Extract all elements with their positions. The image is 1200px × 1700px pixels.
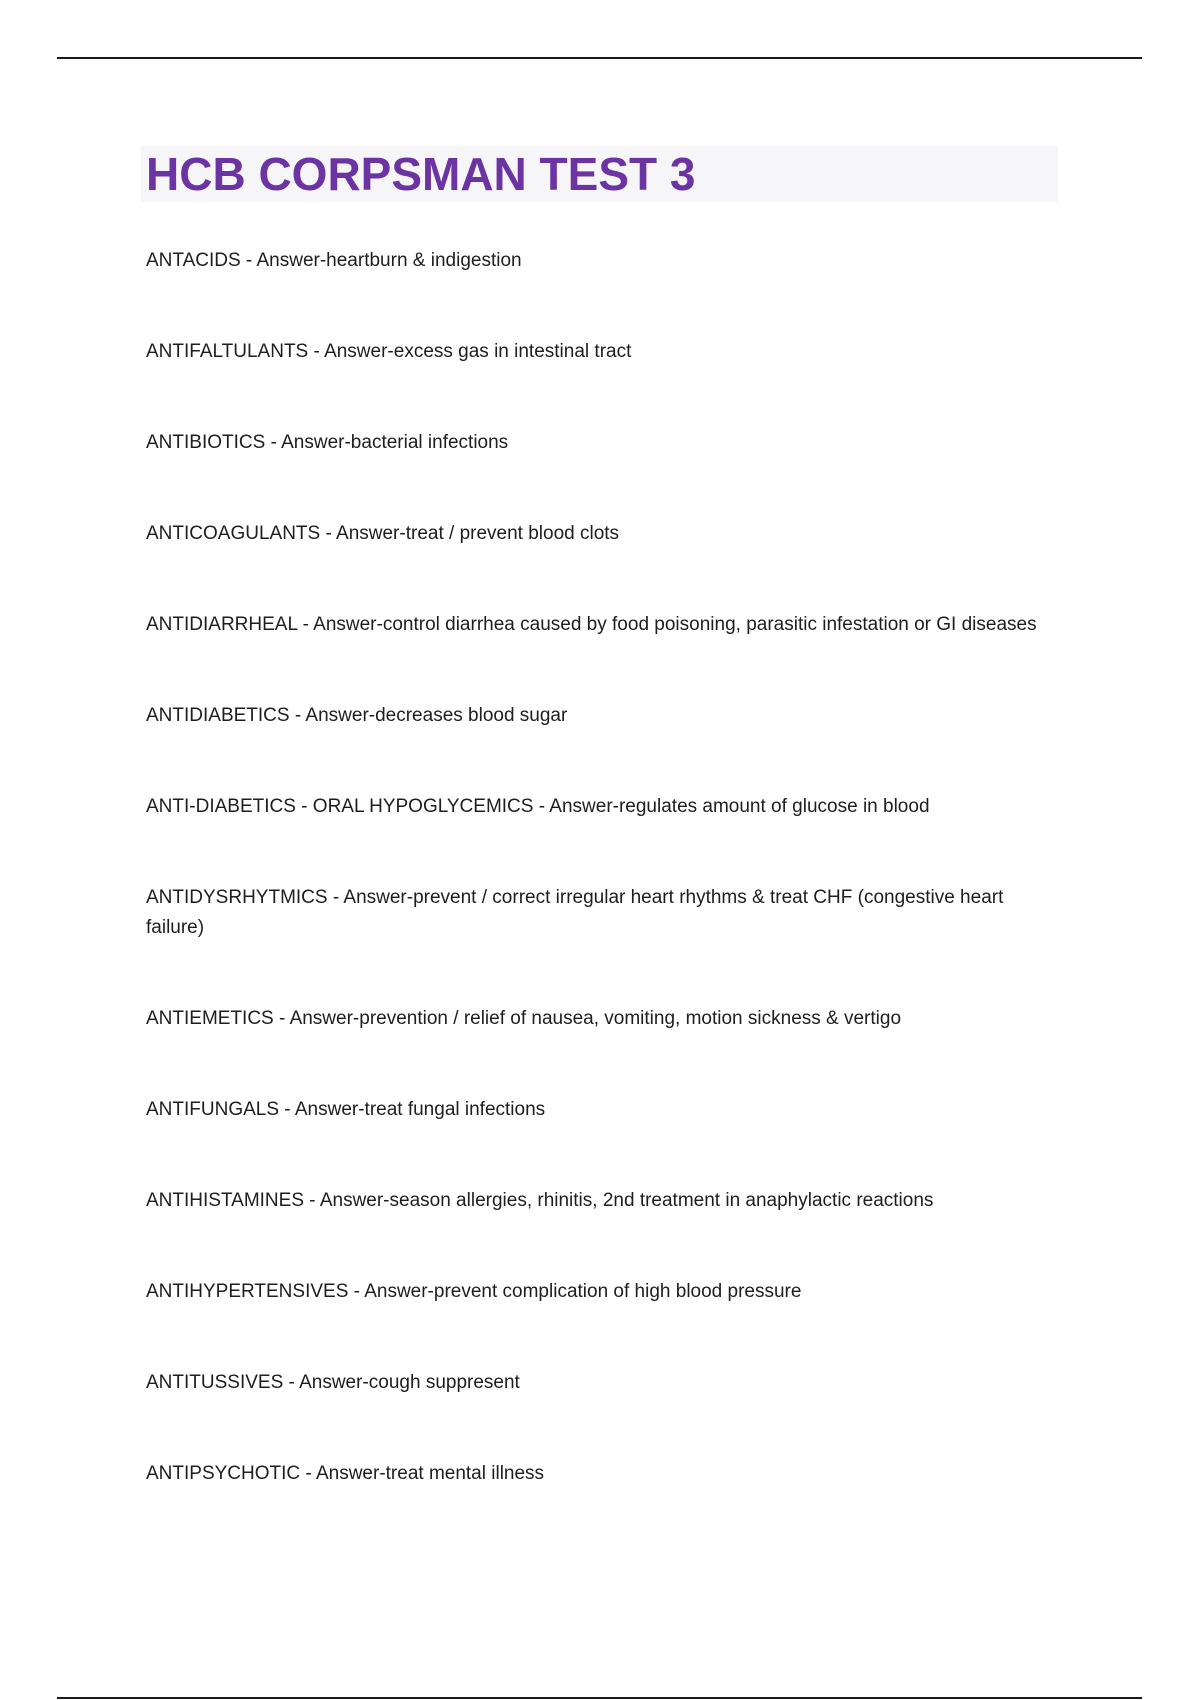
bottom-rule bbox=[57, 1697, 1142, 1699]
list-item: ANTIEMETICS - Answer-prevention / relief of nausea, vomiting, motion sickness & vertigo bbox=[146, 1008, 902, 1029]
list-item: ANTITUSSIVES - Answer-cough suppresent bbox=[146, 1372, 520, 1393]
answer-list bbox=[146, 246, 1056, 1550]
list-item: ANTIBIOTICS - Answer-bacterial infections bbox=[146, 432, 509, 453]
list-item: ANTIDIARRHEAL - Answer-control diarrhea caused by food poisoning, parasitic infestation or GI diseases bbox=[146, 614, 1037, 635]
list-item: ANTIHISTAMINES - Answer-season allergies, rhinitis, 2nd treatment in anaphylactic reactions bbox=[146, 1190, 934, 1211]
list-item: ANTI-DIABETICS - ORAL HYPOGLYCEMICS - Answer-regulates amount of glucose in blood bbox=[146, 796, 930, 817]
list-item: ANTIHYPERTENSIVES - Answer-prevent complication of high blood pressure bbox=[146, 1281, 802, 1302]
list-item: ANTIFUNGALS - Answer-treat fungal infections bbox=[146, 1099, 546, 1120]
list-item: ANTIDYSRHYTMICS - Answer-prevent / correct irregular heart rhythms & treat CHF (congestive heart failure) bbox=[146, 887, 1004, 938]
list-item: ANTIDIABETICS - Answer-decreases blood sugar bbox=[146, 705, 568, 726]
list-item: ANTIFALTULANTS - Answer-excess gas in intestinal tract bbox=[146, 341, 632, 362]
list-item: ANTIPSYCHOTIC - Answer-treat mental illness bbox=[146, 1463, 545, 1484]
list-item: ANTACIDS - Answer-heartburn & indigestion bbox=[146, 250, 522, 271]
list-item: ANTICOAGULANTS - Answer-treat / prevent blood clots bbox=[146, 523, 620, 544]
top-rule bbox=[57, 57, 1142, 59]
page-title: HCB CORPSMAN TEST 3 bbox=[146, 148, 696, 200]
